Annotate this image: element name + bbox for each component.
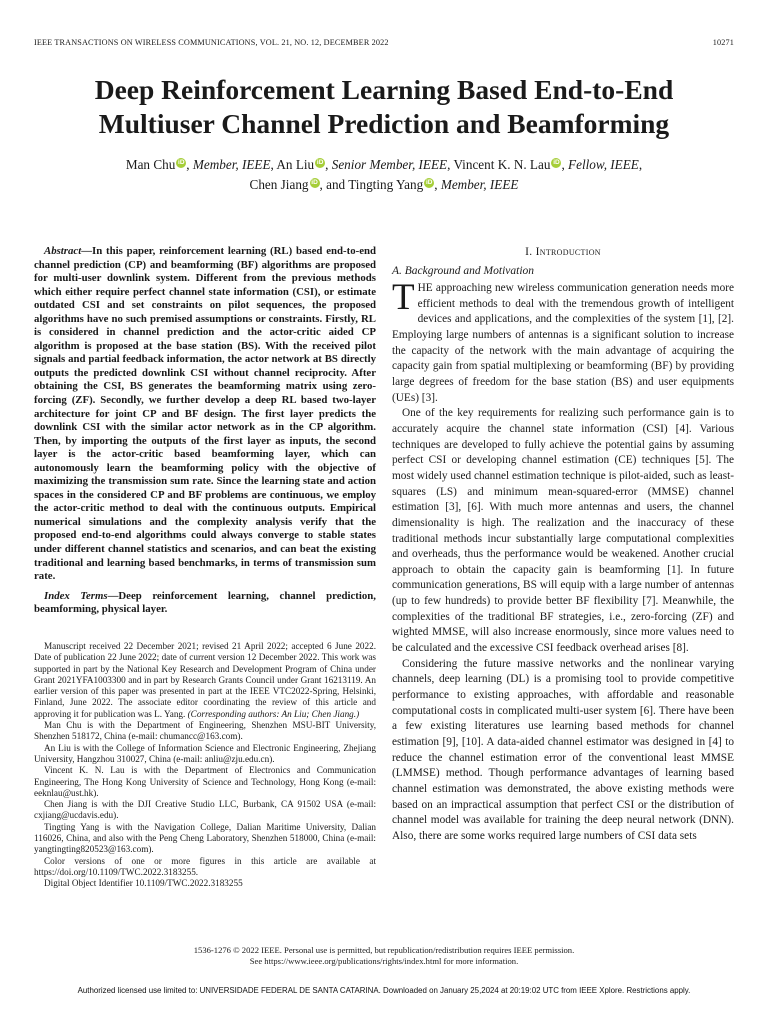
section-number: I. — [525, 246, 536, 258]
corresponding-authors: (Corresponding authors: An Liu; Chen Jiang.) — [187, 708, 360, 719]
affiliation-note: Man Chu is with the Department of Engineering, Shenzhen MSU-BIT University, Shenzhen 518172, China (e-mail: chumancc@163.com). — [34, 720, 376, 742]
orcid-icon[interactable]: iD — [178, 159, 185, 166]
index-terms-text: Deep reinforcement learning, channel prediction, beamforming, physical layer. — [34, 589, 376, 616]
title-line-2: Multiuser Channel Prediction and Beamforming — [98, 108, 670, 139]
author-membership: Senior Member, IEEE — [331, 157, 448, 172]
right-column — [392, 245, 734, 845]
footnotes — [34, 641, 376, 890]
author-name: An Liu — [276, 157, 315, 172]
color-figures-note: Color versions of one or more figures in this article are available at https://doi.org/10.1109/TWC.2022.3183255. — [34, 855, 376, 877]
section-title: Introduction — [535, 246, 601, 258]
lead-word: HE — [417, 282, 433, 294]
running-header — [34, 38, 734, 50]
rights-link-line: See https://www.ieee.org/publications/rights/index.html for more information. — [249, 956, 519, 966]
orcid-icon[interactable]: iD — [311, 179, 318, 186]
orcid-icon[interactable]: iD — [553, 159, 560, 166]
drop-cap: T — [392, 277, 415, 318]
intro-body — [392, 277, 734, 845]
intro-paragraph: Considering the future massive networks and the nonlinear varying channels, deep learning (DL) is a promising tool to provide competitive performance to existing approaches, with affordable and reasonable computational costs in complicated multi-user system [6]. There have been a few existing literatures use learning based methods for channel estimation [9], [10]. A data-aided channel estimator was designed in [4] to reduce the channel estimation error of the conventional least MMSE (LMMSE) method. Though performance advantages of learning based channel estimation was demonstrated, the above existing methods were based on an impractical assumption that perfect CSI or the distribution of channel model was available for training the deep neural network (DNN). Also, there are some works required large numbers of CSI data sets — [392, 657, 734, 842]
affiliation-note: Tingting Yang is with the Navigation College, Dalian Maritime University, Dalian 116026, China, and also with the Peng Cheng Laboratory, Shenzhen 518000, China (e-mail: yangtingting820523@163.com). — [34, 821, 376, 855]
manuscript-note — [34, 641, 376, 720]
affiliation-note: Chen Jiang is with the DJI Creative Studio LLC, Burbank, CA 91502 USA (e-mail: cxjiang@ucdavis.edu). — [34, 799, 376, 821]
paragraph-text: approaching new wireless communication generation needs more efficient methods to deal with the tremendous growth of intelligent devices and applications, and the complexities of the system [1], [2]. Employing large numbers of antennas is a significant solution to increase the capacity of the network with the main advantage of acquiring the capacity gain from spatial multiplexing or beamforming (BF) by providing large degrees of freedom for the base station (BS) and user equipments (UEs) [3]. — [392, 282, 734, 404]
intro-paragraph — [392, 277, 734, 406]
journal-name: IEEE TRANSACTIONS ON WIRELESS COMMUNICATIONS, VOL. 21, NO. 12, DECEMBER 2022 — [34, 38, 389, 47]
affiliation-note: Vincent K. N. Lau is with the Department of Electronics and Communication Engineering, The Hong Kong University of Science and Technology, Hong Kong (e-mail: eeknlau@ust.hk). — [34, 765, 376, 798]
paper-title — [34, 73, 734, 141]
orcid-icon[interactable]: iD — [316, 159, 324, 166]
abstract-lead: Abstract — [44, 245, 82, 257]
subsection-heading: A. Background and Motivation — [392, 265, 535, 277]
affiliation-note: An Liu is with the College of Information Science and Electronic Engineering, Zhejiang University, Hangzhou 310027, China (e-mail: anliu@zju.edu.cn). — [34, 742, 376, 764]
author-name: Tingting Yang — [348, 177, 424, 192]
orcid-icon[interactable]: iD — [425, 179, 433, 186]
abstract-text: In this paper, reinforcement learning (RL) based end-to-end channel prediction (CP) and beamforming (BF) algorithms are proposed for multi-user downlink system. Different from the previous methods which either require perfect channel state information (CSI), or estimate outdated CSI and set constraints on pilot sequences, the proposed algorithms have no such premised assumptions or constraints. Firstly, RL is considered in channel prediction and the actor-critic aided CP algorithm is proposed at the base station (BS). With the received pilot signals and partial feedback information, the actor network at BS directly outputs the predicted downlink CSI without channel reciprocity. After obtaining the CSI, BS generates the beamforming matrix using zero-forcing (ZF). Secondly, we further develop a deep RL based two-layer architecture for joint CP and BF design. The first layer predicts the downlink CSI with the similar actor network as in the CP algorithm. Then, by importing the outputs of the first layer as inputs, the second layer is the actor-critic based beamforming layer, which can autonomously learn the beamforming policy with the objective of maximizing the transmission sum rate. Since the learning state and action spaces in the considered CP and BF problems are continuous, we employ the actor-critic method to deal with the continuous outputs. Empirical numerical simulations and the complexity analysis verify that the proposed end-to-end algorithms could always converge to stable states under different channel statistics and scenarios, and can beat the existing traditional and learning based benchmarks, in terms of transmission sum rate. — [34, 245, 376, 583]
copyright-notice — [34, 945, 734, 967]
section-heading — [392, 245, 734, 259]
left-column — [34, 245, 376, 617]
doi-note: Digital Object Identifier 10.1109/TWC.2022.3183255 — [44, 878, 243, 889]
title-line-1: Deep Reinforcement Learning Based End-to-End — [94, 74, 674, 105]
author-list: Man Chu iD , Member, IEEE, An Liu iD , Senior Member, IEEE, Vincent K. N. Lau iD , Fellow, IEEE, Chen Jiang iD , and Tingting Yang iD , Member, IEEE — [125, 157, 643, 192]
copyright-line: 1536-1276 © 2022 IEEE. Personal use is permitted, but republication/redistribution requires IEEE permission. — [193, 945, 575, 955]
author-membership: Fellow, IEEE — [568, 157, 639, 172]
author-name: Man Chu — [125, 157, 176, 172]
manuscript-dates: Manuscript received 22 December 2021; revised 21 April 2022; accepted 6 June 2022. Date of publication 22 June 2022; date of current version 12 December 2022. This work was supported in part by the National Key Research and Development Program of China under Grant 2021YFA1003300 and in part by Research Grants Council under Grant 16213119. An earlier version of this paper was presented in part at the IEEE VTC2022-Spring, Helsinki, Finland, June 2022. The associate editor coordinating the review of this article and approving it for publication was L. Yang. — [34, 641, 376, 719]
page-number: 10271 — [712, 38, 734, 47]
author-membership: Member, IEEE — [440, 177, 519, 192]
author-name: Vincent K. N. Lau — [453, 157, 551, 172]
intro-paragraph: One of the key requirements for realizing such performance gain is to accurately acquire the channel state information (CSI) [4]. Various techniques are developed to fully achieve the potential gains by assuming perfect CSI or developing channel estimation (CE) techniques [5]. The most widely used channel estimation technique is pilot-aided, such as least-squares (LS) and minimum mean-squared-error (MMSE) channel estimation [3], [6]. With much more antennas and users, the channel dimensionality is high. The realization and the inaccuracy of these traditional methods incur substantially large computational complexities and overheads, thus the performance would be weakened. Another crucial approach to obtain the capacity gain is beamforming [1]. In future communication generations, BS will equip with a large number of antennas (up to few hundreds) to provide better BF flexibility [7]. Meanwhile, the complexities of the traditional BF strategies, i.e., zero-forcing (ZF) and wighted MMSE, will also increase enormously, since more values need to be calculated and the excessive CSI feedback overhead arises [8]. — [392, 407, 734, 655]
author-name: Chen Jiang — [249, 177, 309, 192]
index-terms-lead: Index Terms — [44, 589, 108, 602]
author-membership: Member, IEEE — [192, 157, 271, 172]
index-terms: Index Terms—Deep reinforcement learning, channel prediction, beamforming, physical layer. — [34, 589, 376, 616]
abstract: Abstract—In this paper, reinforcement learning (RL) based end-to-end channel prediction (CP) and beamforming (BF) algorithms are proposed for multi-user downlink system. Different from the previous methods which either require perfect channel state information (CSI), or estimate outdated CSI and set constraints on pilot sequences, the proposed algorithms have no such premised assumptions or constraints. Firstly, RL is considered in channel prediction and the actor-critic aided CP algorithm is proposed at the base station (BS). With the received pilot signals and partial feedback information, the actor network at BS directly outputs the predicted downlink CSI without channel reciprocity. After obtaining the CSI, BS generates the beamforming matrix using zero-forcing (ZF). Secondly, we further develop a deep RL based two-layer architecture for joint CP and BF design. The first layer predicts the downlink CSI with the similar actor network as in the CP algorithm. Then, by importing the outputs of the first layer as inputs, the second layer is the actor-critic based beamforming layer, which can autonomously learn the beamforming policy with the objective of maximizing the transmission sum rate. Since the learning state and action spaces in the considered CP and BF problems are continuous, we employ the actor-critic method to deal with the continuous outputs. Empirical numerical simulations and the complexity analysis verify that the proposed end-to-end algorithms could always converge to stable states under different channel statistics and scenarios, and can beat the existing traditional and learning based benchmarks, in terms of transmission sum rate. — [34, 245, 376, 583]
download-notice: Authorized licensed use limited to: UNIVERSIDADE FEDERAL DE SANTA CATARINA. Downloaded on January 25,2024 at 20:19:02 UTC from IEEE Xplore. Restrictions apply. — [77, 986, 691, 995]
